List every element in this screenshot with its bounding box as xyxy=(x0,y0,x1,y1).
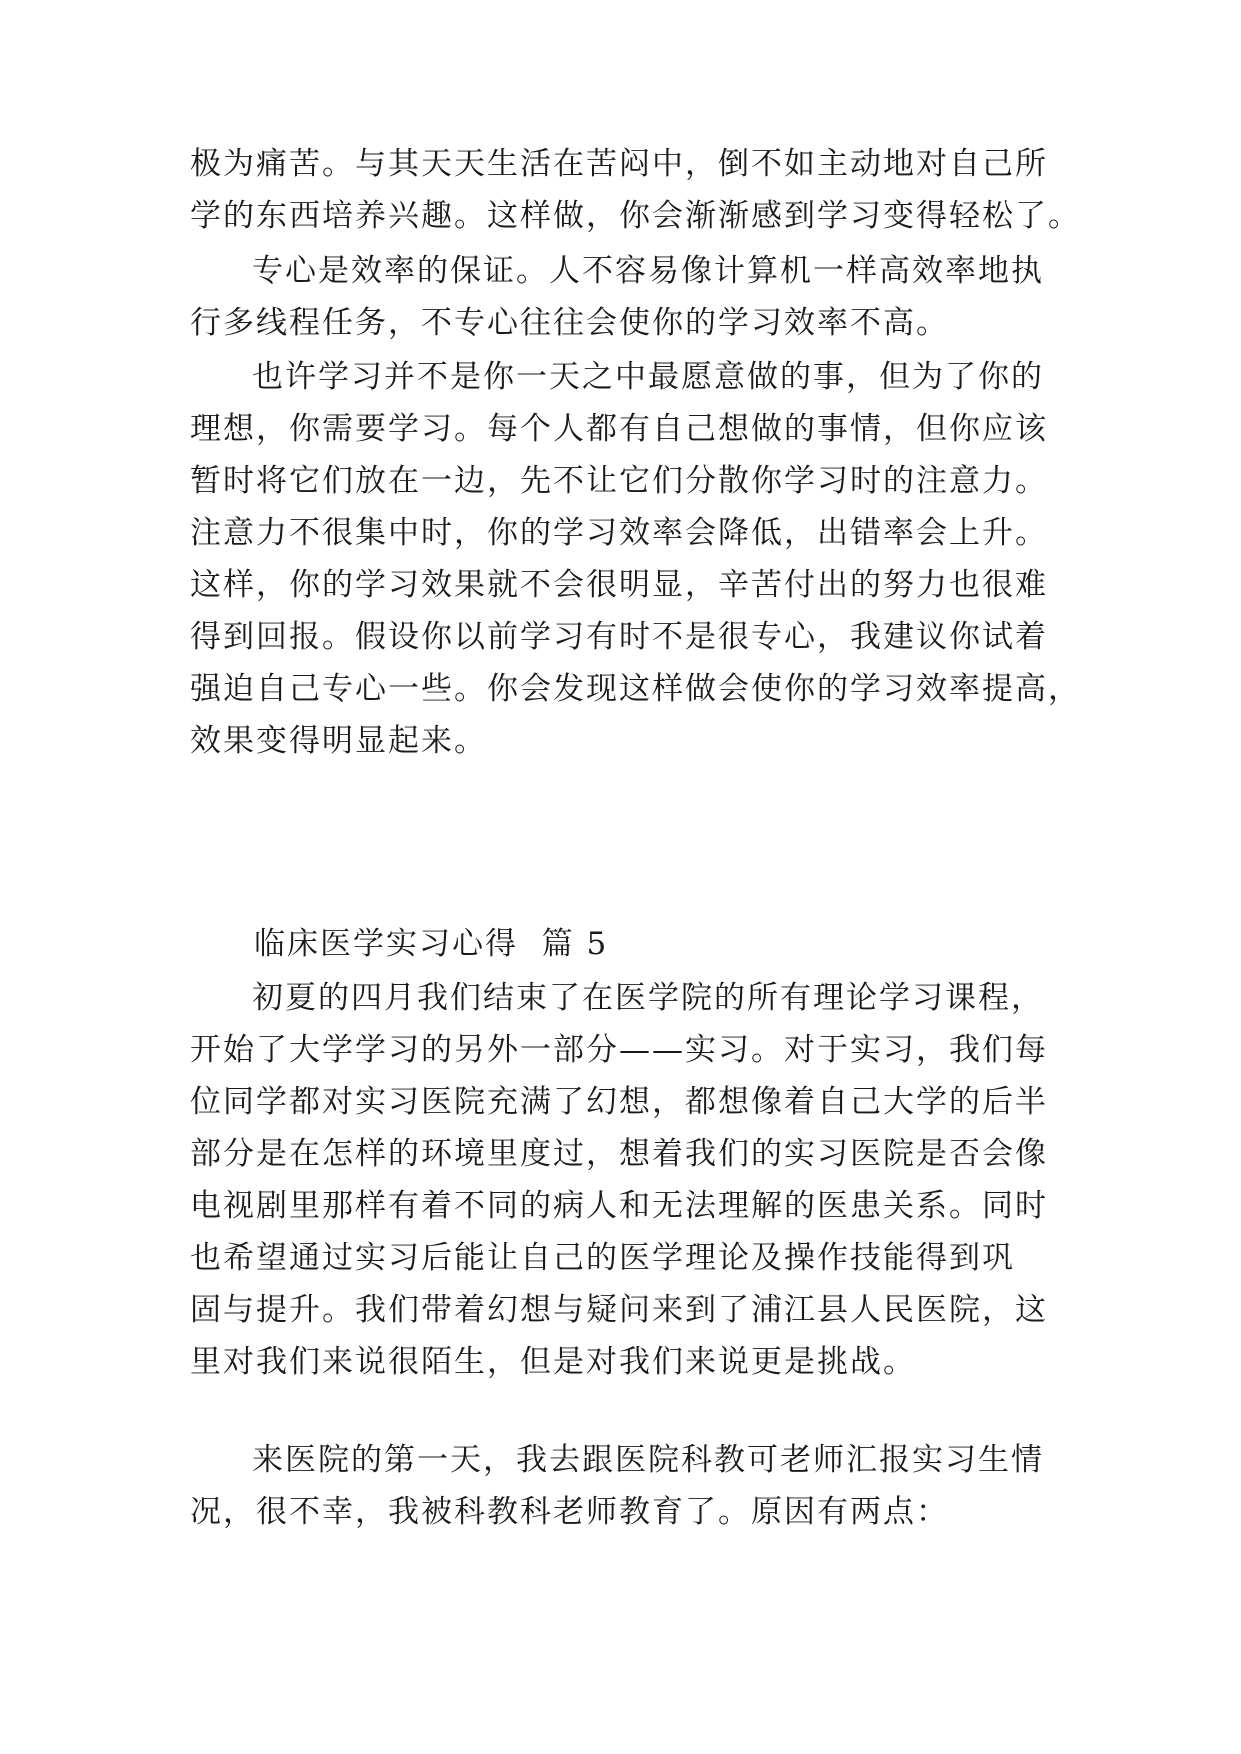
text-line: 初夏的四月我们结束了在医学院的所有理论学习课程， xyxy=(252,980,1044,1016)
text-line: 况，很不幸，我被科教科老师教育了。原因有两点： xyxy=(190,1494,949,1530)
paragraph-first-day xyxy=(190,1442,1070,1530)
text-line: 开始了大学学习的另外一部分——实习。对于实习，我们每 xyxy=(190,1032,1048,1068)
text-line: 固与提升。我们带着幻想与疑问来到了浦江县人民医院，这 xyxy=(190,1292,1048,1328)
text-line: 强迫自己专心一些。你会发现这样做会使你的学习效率提高， xyxy=(190,671,1081,707)
text-line: 行多线程任务，不专心往往会使你的学习效率不高。 xyxy=(190,305,949,341)
text-line: 来医院的第一天，我去跟医院科教可老师汇报实习生情 xyxy=(252,1442,1044,1478)
paragraph-continuation xyxy=(190,146,1081,234)
text-line: 注意力不很集中时，你的学习效率会降低，出错率会上升。 xyxy=(190,515,1048,551)
section-heading xyxy=(190,926,1070,962)
text-line: 也许学习并不是你一天之中最愿意做的事，但为了你的 xyxy=(252,359,1044,395)
section-title: 临床医学实习心得 篇 5 xyxy=(254,926,609,962)
text-line: 电视剧里那样有着不同的病人和无法理解的医患关系。同时 xyxy=(190,1188,1048,1224)
paragraph-study-focus xyxy=(190,359,1081,759)
paragraph-focus-efficiency xyxy=(190,253,1070,341)
text-line: 也希望通过实习后能让自己的医学理论及操作技能得到巩 xyxy=(190,1240,1015,1276)
text-line: 这样，你的学习效果就不会很明显，辛苦付出的努力也很难 xyxy=(190,567,1048,603)
paragraph-internship-intro xyxy=(190,980,1070,1380)
text-line: 部分是在怎样的环境里度过，想着我们的实习医院是否会像 xyxy=(190,1136,1048,1172)
text-line: 里对我们来说很陌生，但是对我们来说更是挑战。 xyxy=(190,1344,916,1380)
text-line: 位同学都对实习医院充满了幻想，都想像着自己大学的后半 xyxy=(190,1084,1048,1120)
text-line: 暂时将它们放在一边，先不让它们分散你学习时的注意力。 xyxy=(190,463,1048,499)
text-line: 效果变得明显起来。 xyxy=(190,723,487,759)
text-line: 学的东西培养兴趣。这样做，你会渐渐感到学习变得轻松了。 xyxy=(190,198,1081,234)
text-line: 得到回报。假设你以前学习有时不是很专心，我建议你试着 xyxy=(190,619,1048,655)
text-line: 专心是效率的保证。人不容易像计算机一样高效率地执 xyxy=(252,253,1044,289)
text-line: 理想，你需要学习。每个人都有自己想做的事情，但你应该 xyxy=(190,411,1048,447)
text-line: 极为痛苦。与其天天生活在苦闷中，倒不如主动地对自己所 xyxy=(190,146,1048,182)
